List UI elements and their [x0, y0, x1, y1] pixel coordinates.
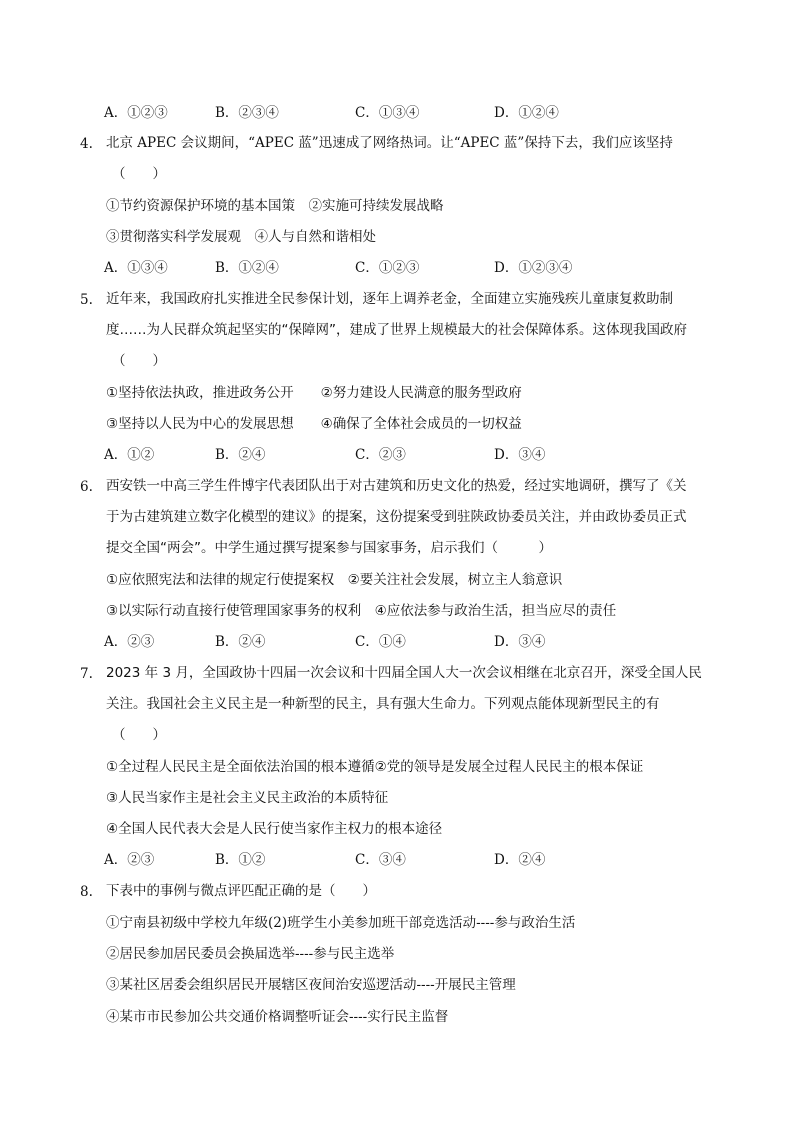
- q5-option-c: C．②③: [355, 447, 406, 463]
- q5-number: 5.: [80, 292, 93, 308]
- q8-stem: 下表中的事例与微点评匹配正确的是（ ）: [106, 883, 376, 899]
- q6-item-line-2: ③以实际行动直接行使管理国家事务的权利 ④应依法参与政治生活，担当应尽的责任: [106, 603, 617, 619]
- q7-number: 7.: [80, 666, 93, 682]
- q5-option-a: A．①②: [104, 447, 155, 463]
- q4-option-b: B．①②④: [215, 260, 279, 276]
- q7-option-d: D．②④: [494, 852, 546, 868]
- q5-option-d: D．③④: [494, 447, 546, 463]
- q4-stem: 北京 APEC 会议期间，“APEC 蓝”迅速成了网络热词。让“APEC 蓝”保持下去，我们应该坚持: [106, 135, 673, 151]
- q6-option-a: A．②③: [104, 634, 155, 650]
- q7-option-a: A．②③: [104, 852, 155, 868]
- q6-item-line-1: ①应依照宪法和法律的规定行使提案权 ②要关注社会发展，树立主人翁意识: [106, 572, 563, 588]
- q4-item-line-2: ③贯彻落实科学发展观 ④人与自然和谐相处: [106, 229, 376, 245]
- q4-option-a: A．①③④: [104, 260, 168, 276]
- q6-option-b: B．②④: [215, 634, 266, 650]
- q7-stem-line-1: 2023 年 3 月，全国政协十四届一次会议和十四届全国人大一次会议相继在北京召开，深受全国人民: [106, 665, 702, 681]
- q7-paren: （ ）: [112, 727, 166, 743]
- q3-option-d: D．①②④: [494, 105, 559, 121]
- q4-paren: （ ）: [112, 166, 166, 182]
- q5-paren: （ ）: [112, 353, 166, 369]
- q4-item-line-1: ①节约资源保护环境的基本国策 ②实施可持续发展战略: [106, 198, 444, 214]
- q5-item-line-1: ①坚持依法执政，推进政务公开 ②努力建设人民满意的服务型政府: [106, 385, 522, 401]
- q3-option-b: B．②③④: [215, 105, 279, 121]
- q6-option-c: C．①④: [355, 634, 406, 650]
- q5-stem-line-2: 度……为人民群众筑起坚实的“保障网”，建成了世界上规模最大的社会保障体系。这体现我国政府: [106, 322, 687, 338]
- q8-item-line-3: ③某社区居委会组织居民开展辖区夜间治安巡逻活动----开展民主管理: [106, 977, 516, 993]
- q3-option-c: C．①③④: [355, 105, 420, 121]
- q6-stem-line-3: 提交全国“两会”。中学生通过撰写提案参与国家事务，启示我们（ ）: [106, 540, 552, 556]
- q4-option-c: C．①②③: [355, 260, 420, 276]
- q4-option-d: D．①②③④: [494, 260, 573, 276]
- q8-item-line-4: ④某市市民参加公共交通价格调整听证会----实行民主监督: [106, 1009, 449, 1025]
- q7-item-line-3: ④全国人民代表大会是人民行使当家作主权力的根本途径: [106, 821, 443, 837]
- q5-item-line-2: ③坚持以人民为中心的发展思想 ④确保了全体社会成员的一切权益: [106, 416, 522, 432]
- q6-stem-line-1: 西安铁一中高三学生件博宇代表团队出于对古建筑和历史文化的热爱，经过实地调研，撰写了《关: [106, 478, 687, 494]
- q5-option-b: B．②④: [215, 447, 266, 463]
- q7-stem-line-2: 关注。我国社会主义民主是一种新型的民主，具有强大生命力。下列观点能体现新型民主的有: [106, 696, 660, 712]
- q7-item-line-2: ③人民当家作主是社会主义民主政治的本质特征: [106, 790, 389, 806]
- q5-stem-line-1: 近年来，我国政府扎实推进全民参保计划，逐年上调养老金，全面建立实施残疾儿童康复救助制: [106, 291, 673, 307]
- q4-number: 4.: [80, 136, 93, 152]
- q7-option-b: B．①②: [215, 852, 266, 868]
- q8-number: 8.: [80, 884, 93, 900]
- q8-item-line-1: ①宁南县初级中学校九年级(2)班学生小美参加班干部竞选活动----参与政治生活: [106, 915, 576, 931]
- q7-item-line-1: ①全过程人民民主是全面依法治国的根本遵循②党的领导是发展全过程人民民主的根本保证: [106, 759, 644, 775]
- q6-number: 6.: [80, 479, 93, 495]
- q8-item-line-2: ②居民参加居民委员会换届选举----参与民主选举: [106, 946, 395, 962]
- q6-stem-line-2: 于为古建筑建立数字化模型的建议》的提案，这份提案受到驻陕政协委员关注，并由政协委员正式: [106, 509, 687, 525]
- q3-option-a: A．①②③: [104, 105, 168, 121]
- q6-option-d: D．③④: [494, 634, 546, 650]
- q7-option-c: C．③④: [355, 852, 406, 868]
